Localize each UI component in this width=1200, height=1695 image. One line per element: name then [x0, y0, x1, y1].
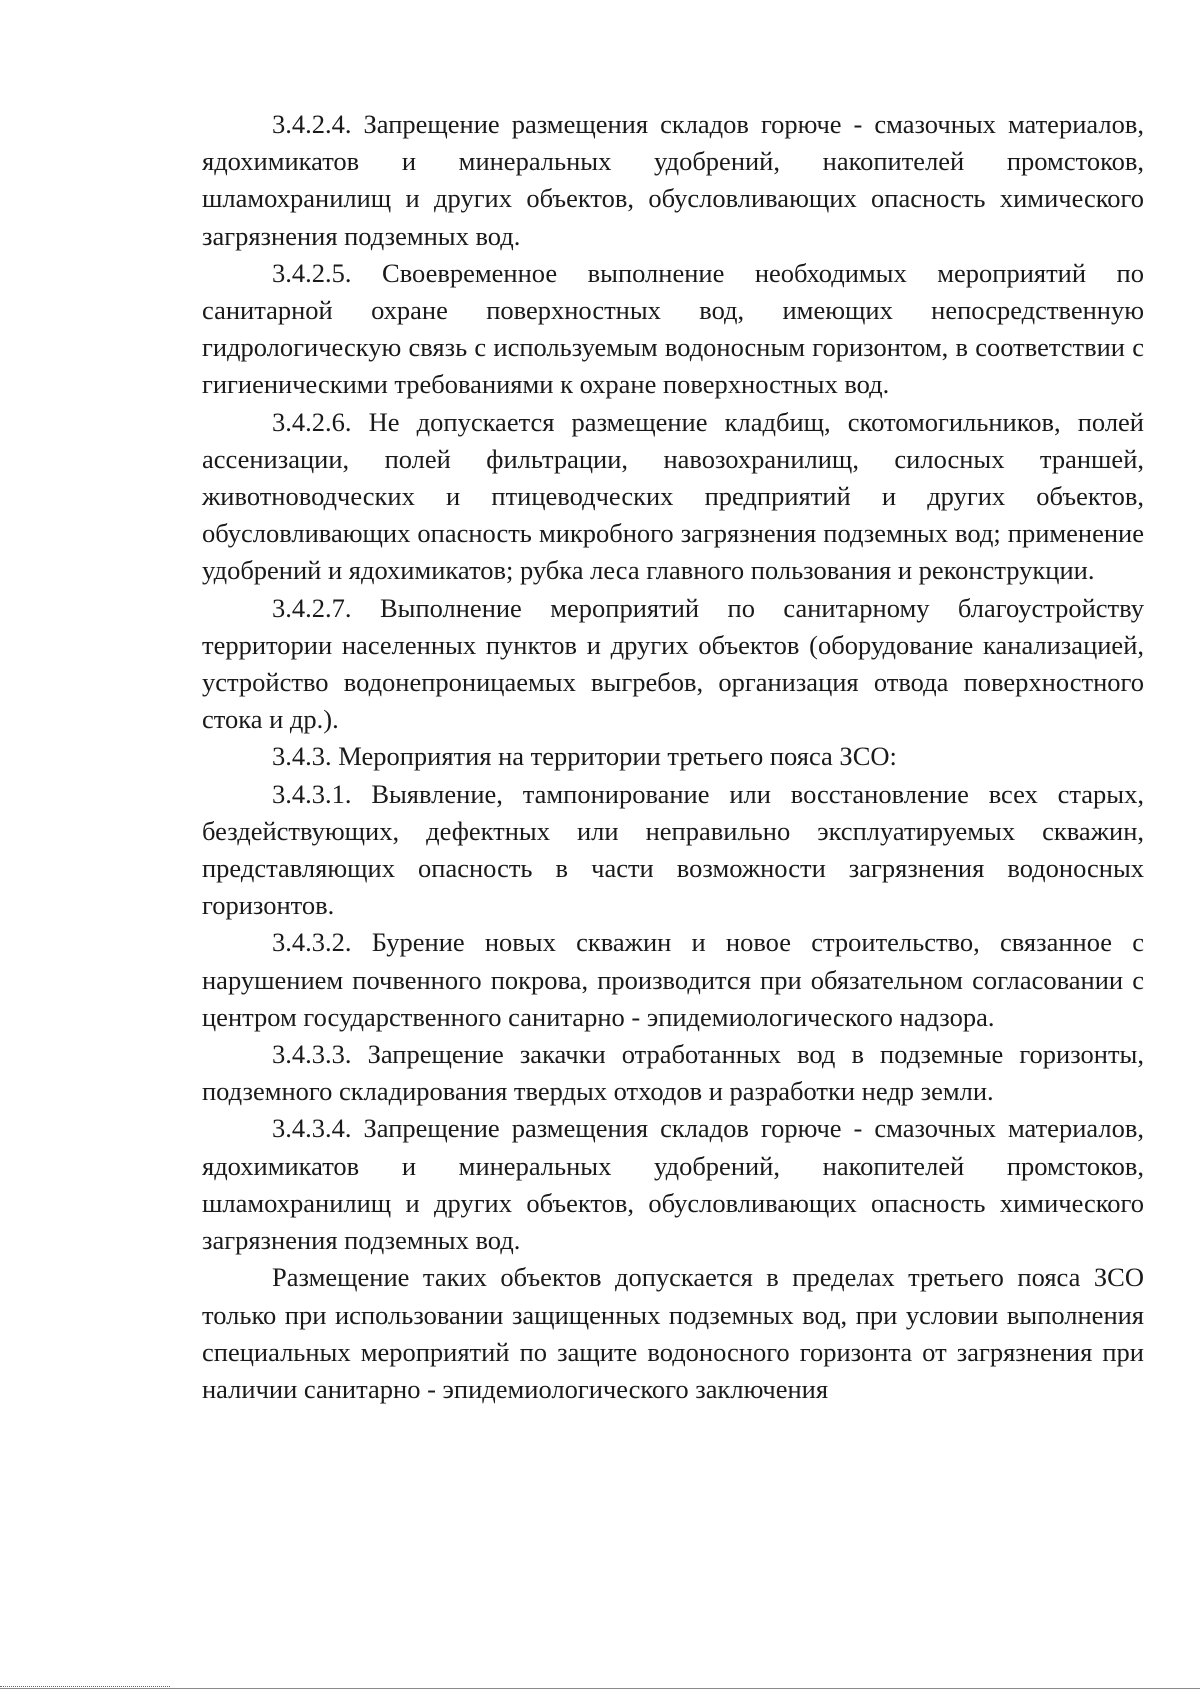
page-bottom-edge-line: [0, 1688, 1200, 1689]
paragraph-3-4-3-1: 3.4.3.1. Выявление, тампонирование или восстановление всех старых, бездействующих, дефектных или неправильно эксплуатируемых скважин, представляющих опасность в части возможности загрязнения водоносных горизонтов.: [202, 778, 1144, 921]
paragraph-3-4-3-3: 3.4.3.3. Запрещение закачки отработанных вод в подземные горизонты, подземного складирования твердых отходов и разработки недр земли.: [202, 1039, 1144, 1107]
paragraph-3-4-2-4: 3.4.2.4. Запрещение размещения складов горюче - смазочных материалов, ядохимикатов и минеральных удобрений, накопителей промстоков, шламохранилищ и других объектов, обусловливающих опасность химического загрязнения подземных вод.: [202, 109, 1144, 251]
section-heading-3-4-3: 3.4.3. Мероприятия на территории третьего пояса ЗСО:: [272, 741, 897, 772]
paragraph-placement-conditions: Размещение таких объектов допускается в пределах третьего пояса ЗСО только при использовании защищенных подземных вод, при условии выполнения специальных мероприятий по защите водоносного горизонта от загрязнения при наличии санитарно - эпидемиологического заключения: [202, 1262, 1144, 1404]
paragraph-3-4-2-7: 3.4.2.7. Выполнение мероприятий по санитарному благоустройству территории населенных пунктов и других объектов (оборудование канализацией, устройство водонепроницаемых выгребов, организация отвода поверхностного стока и др.).: [202, 592, 1144, 735]
page-bottom-dotted-line: [0, 1686, 170, 1687]
paragraph-3-4-2-5: 3.4.2.5. Своевременное выполнение необходимых мероприятий по санитарной охране поверхностных вод, имеющих непосредственную гидрологическую связь с используемым водоносным горизонтом, в соответствии с гигиеническими требованиями к охране поверхностных вод.: [202, 257, 1144, 400]
paragraph-3-4-3-2: 3.4.3.2. Бурение новых скважин и новое строительство, связанное с нарушением почвенного покрова, производится при обязательном согласовании с центром государственного санитарно - эпидемиологического надзора.: [202, 927, 1144, 1032]
paragraph-3-4-2-6: 3.4.2.6. Не допускается размещение кладбищ, скотомогильников, полей ассенизации, полей фильтрации, навозохранилищ, силосных траншей, животноводческих и птицеводческих предприятий и других объектов, обусловливающих опасность микробного загрязнения подземных вод; применение удобрений и ядохимикатов; рубка леса главного пользования и реконструкции.: [202, 406, 1144, 586]
document-body: [202, 106, 1144, 1408]
paragraph-3-4-3-4: 3.4.3.4. Запрещение размещения складов горюче - смазочных материалов, ядохимикатов и минеральных удобрений, накопителей промстоков, шламохранилищ и других объектов, обусловливающих опасность химического загрязнения подземных вод.: [202, 1113, 1144, 1256]
